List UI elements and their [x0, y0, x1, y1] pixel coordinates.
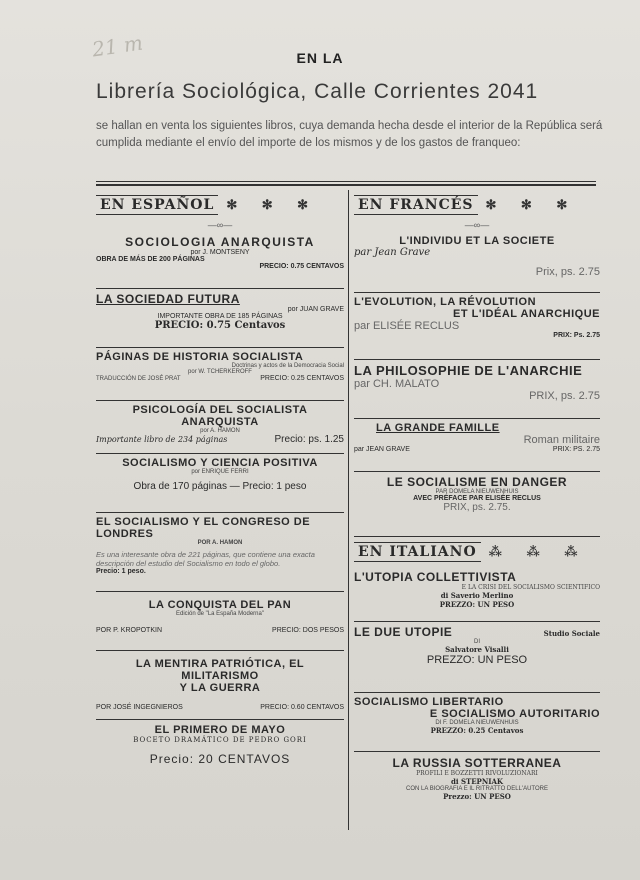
- book-author: por JUAN GRAVE: [287, 306, 344, 313]
- book-price: PRIX, ps. 2.75.: [443, 502, 511, 513]
- book-di: DI: [474, 639, 480, 645]
- book-entry: [354, 752, 600, 801]
- header-title: Librería Sociológica, Calle Corrientes 2041: [96, 80, 539, 103]
- book-entry: [354, 693, 600, 752]
- book-price: Precio: 20 CENTAVOS: [149, 752, 291, 766]
- ornament: —∞—: [207, 220, 233, 230]
- book-entry: [96, 454, 344, 513]
- section-title: EN FRANCÉS: [354, 195, 478, 215]
- book-author: PAR DOMELA NIEUWENHUIS: [435, 489, 519, 495]
- book-title-line2: ET L'IDÉAL ANARCHIQUE: [453, 308, 600, 320]
- book-title-line2: E SOCIALISMO AUTORITARIO: [429, 708, 600, 720]
- book-entry: [354, 622, 600, 693]
- book-author: par ELISÉE RECLUS: [354, 320, 460, 332]
- book-note: CON LA BIOGRAFIA E IL RITRATTO DELL'AUTORE: [406, 786, 548, 792]
- stars-ornament: ✻ ✻ ✻: [226, 197, 319, 213]
- book-title-line2: Y LA GUERRA: [179, 682, 261, 694]
- book-entry: [354, 293, 600, 360]
- book-title: EL PRIMERO DE MAYO: [154, 724, 286, 736]
- column-divider: [348, 190, 349, 830]
- book-title: LA RUSSIA SOTTERRANEA: [392, 756, 562, 770]
- book-entry: [96, 289, 344, 348]
- book-title: PSICOLOGÍA DEL SOCIALISTA ANARQUISTA: [132, 404, 308, 428]
- book-subtitle: Doctrinas y actos de la Democracia Social: [231, 363, 344, 369]
- book-subtitle: Edición de "La España Moderna": [176, 611, 264, 617]
- section-title: EN ITALIANO: [354, 542, 481, 562]
- book-entry: [96, 513, 344, 592]
- book-note: Obra de 170 páginas — Precio: 1 peso: [133, 481, 307, 492]
- top-rule-thick: [96, 184, 596, 186]
- book-entry: [354, 232, 600, 293]
- book-title: SOCIOLOGIA ANARQUISTA: [125, 235, 315, 249]
- stars-ornament: ✻ ✻ ✻: [485, 197, 578, 213]
- book-title: SOCIALISMO LIBERTARIO: [354, 696, 504, 708]
- book-subtitle: BOCETO DRAMÁTICO DE PEDRO GORI: [133, 736, 307, 744]
- section-title: EN ESPAÑOL: [96, 195, 218, 215]
- book-author: por A. HAMON: [200, 428, 240, 434]
- book-title: L'UTOPIA COLLETTIVISTA: [354, 570, 517, 584]
- book-entry: [354, 567, 600, 622]
- book-note: IMPORTANTE OBRA DE 185 PÁGINAS: [157, 313, 283, 320]
- top-rule: [96, 181, 596, 182]
- book-subtitle: Studio Sociale: [543, 629, 600, 638]
- book-note: Es una interesante obra de 221 páginas, que contiene una exacta descripción del estudio del Socialismo en todo el globo.: [96, 550, 315, 568]
- book-entry: [354, 360, 600, 419]
- book-entry: [96, 232, 344, 289]
- book-title: LA PHILOSOPHIE DE L'ANARCHIE: [354, 363, 583, 378]
- book-price: PREZZO: 0.25 Centavos: [430, 726, 524, 735]
- section-spanish: [96, 190, 344, 220]
- book-title: PÁGINAS DE HISTORIA SOCIALISTA: [96, 351, 304, 363]
- book-entry: [96, 401, 344, 454]
- foreign-column: [354, 190, 600, 801]
- stars-ornament: ⁂ ⁂ ⁂: [488, 544, 588, 560]
- book-price: Precio: 1 peso.: [96, 568, 146, 575]
- book-title: EL SOCIALISMO Y EL CONGRESO DE LONDRES: [96, 516, 311, 540]
- book-author: di STEPNIAK: [450, 777, 504, 786]
- book-author: DI F. DOMELA NIEUWENHUIS: [435, 720, 519, 726]
- book-author: por J. MONTSENY: [190, 249, 250, 256]
- book-title: LA MENTIRA PATRIÓTICA, EL MILITARISMO: [135, 658, 305, 682]
- book-note: Importante libro de 234 páginas: [96, 435, 228, 444]
- book-author: POR JOSÉ INGEGNIEROS: [96, 704, 183, 711]
- book-price: Prezzo: UN PESO: [443, 792, 511, 801]
- book-title: LE SOCIALISME EN DANGER: [386, 475, 568, 489]
- section-french: [354, 190, 600, 220]
- book-entry: [96, 592, 344, 651]
- book-price: PRIX: PS. 2.75: [552, 446, 600, 453]
- book-entry: [354, 419, 600, 472]
- book-price: PRECIO: 0.25 CENTAVOS: [260, 375, 344, 382]
- section-italian: [354, 537, 600, 567]
- book-price: PREZZO: UN PESO: [439, 600, 515, 609]
- spanish-column: [96, 190, 344, 766]
- ornament: —∞—: [464, 220, 490, 230]
- book-author: POR A. HAMON: [197, 540, 243, 546]
- book-entry: [96, 651, 344, 720]
- book-author: di Saverio Merlino: [440, 591, 514, 600]
- book-author: por W. TCHERKEROFF: [188, 369, 252, 375]
- book-subtitle: Roman militaire: [523, 434, 600, 446]
- book-price: PRECIO: DOS PESOS: [272, 627, 344, 634]
- book-title: LA SOCIEDAD FUTURA: [96, 292, 240, 306]
- book-price: Precio: ps. 1.25: [274, 434, 344, 445]
- book-entry: [96, 720, 344, 766]
- book-title: L'INDIVIDU ET LA SOCIETE: [399, 235, 555, 247]
- book-author: por ENRIQUE FERRI: [191, 469, 249, 475]
- book-author: par JEAN GRAVE: [354, 446, 410, 453]
- book-note: OBRA DE MÁS DE 200 PÁGINAS: [96, 256, 205, 263]
- header-intro: se hallan en venta los siguientes libros, cuya demanda hecha desde el interior de la República será cumplida mediante el envío del importe de los mismos y de los gastos de franqueo:: [96, 120, 603, 149]
- book-title: LE DUE UTOPIE: [354, 625, 453, 639]
- book-price: PRECIO: 0.75 CENTAVOS: [259, 263, 344, 270]
- book-note: AVEC PRÉFACE PAR ELISÉE RECLUS: [413, 495, 541, 502]
- handwritten-note: 21 m: [90, 30, 145, 62]
- book-entry: [96, 348, 344, 401]
- book-title: LA GRANDE FAMILLE: [376, 422, 500, 434]
- book-price: PRECIO: 0.75 Centavos: [154, 320, 286, 331]
- book-subtitle: E LA CRISI DEL SOCIALISMO SCIENTIFICO: [461, 584, 600, 591]
- header-en-la: EN LA: [296, 50, 344, 66]
- book-note: TRADUCCIÓN DE JOSÉ PRAT: [96, 376, 181, 382]
- book-price: Prix, ps. 2.75: [535, 266, 600, 278]
- book-title: LA CONQUISTA DEL PAN: [148, 599, 292, 611]
- book-author: par Jean Grave: [354, 247, 431, 258]
- book-price: PRECIO: 0.60 CENTAVOS: [260, 704, 344, 711]
- book-author: par CH. MALATO: [354, 378, 440, 390]
- book-title: SOCIALISMO Y CIENCIA POSITIVA: [122, 457, 318, 469]
- book-title: L'EVOLUTION, LA RÉVOLUTION: [354, 296, 537, 308]
- book-price: PRIX: Ps. 2.75: [553, 332, 600, 339]
- book-author: Salvatore Visalli: [445, 645, 509, 654]
- book-author: POR P. KROPOTKIN: [96, 627, 162, 634]
- book-price: PREZZO: UN PESO: [426, 654, 528, 666]
- book-entry: [354, 472, 600, 537]
- book-price: PRIX, ps. 2.75: [529, 390, 600, 402]
- book-subtitle: PROFILI E BOZZETTI RIVOLUZIONARI: [416, 770, 538, 777]
